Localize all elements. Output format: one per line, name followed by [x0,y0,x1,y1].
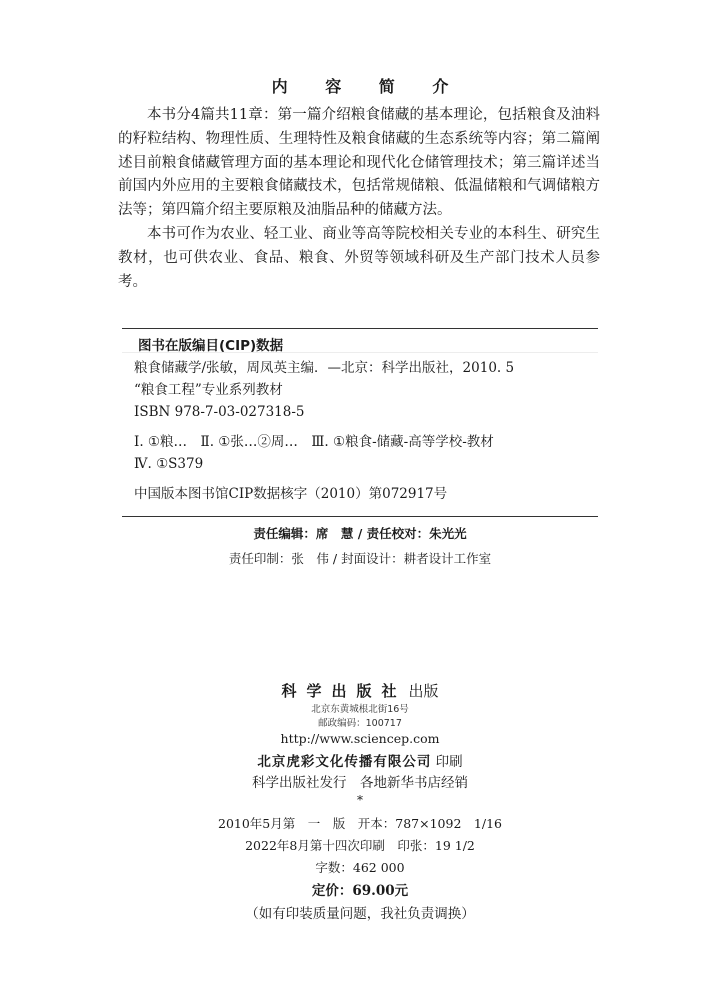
printing-line: 2022年8月第十四次印刷 印张：19 1/2 [245,838,475,853]
publisher-address: 北京东黄城根北街16号 [311,704,409,715]
cip-header: 图书在版编目(CIP)数据 [122,329,598,353]
cip-subject-line: Ⅰ. ①粮… Ⅱ. ①张…②周… Ⅲ. ①粮食-储藏-高等学校-教材 [134,434,494,450]
printer-suffix: 印刷 [435,754,463,770]
cip-body [122,353,598,505]
printer-line [0,750,720,770]
cip-series-line: “粮食工程”专业系列教材 [134,382,283,398]
word-count: 字数：462 000 [315,860,405,875]
intro-title: 内 容 简 介 [271,77,465,96]
publisher-name: 科学出版社 [281,682,407,700]
intro-paragraph-1: 本书分4篇共11章：第一篇介绍粮食储藏的基本理论，包括粮食及油料的籽粒结构、物理性质、生理特性及粮食储藏的生态系统等内容；第二篇阐述目前粮食储藏管理方面的基本理论和现代化仓储管理技术；第三篇详述当前国内外应用的主要粮食储藏技术，包括常规储粮、低温储粮和气调储粮方法等；第四篇介绍主要原粮及油脂品种的储藏方法。 [118,107,600,219]
distribution-line: 科学出版社发行 各地新华书店经销 [252,775,468,791]
publisher-suffix: 出版 [408,682,439,700]
cip-block [122,328,598,505]
publisher-postcode: 邮政编码：100717 [318,718,402,729]
publisher-url: http://www.sciencep.com [280,731,440,746]
production-credits: 责任印制：张 伟 / 封面设计：耕者设计工作室 [228,551,492,566]
intro-paragraph-2: 本书可作为农业、轻工业、商业等高等院校相关专业的本科生、研究生教材，也可供农业、食品、粮食、外贸等领域科研及生产部门技术人员参考。 [118,225,600,290]
cip-record-number: 中国版本图书馆CIP数据核字（2010）第072917号 [134,486,448,502]
edition-line: 2010年5月第 一 版 开本：787×1092 1/16 [218,816,502,831]
cip-bottom-rule [122,516,598,517]
cip-classification-line: Ⅳ. ①S379 [134,456,204,472]
editor-credits: 责任编辑：席 慧 / 责任校对：朱光光 [253,526,467,541]
separator-star: * [357,793,363,807]
publisher-line [0,680,720,701]
cip-isbn-line: ISBN 978-7-03-027318-5 [134,404,305,420]
intro-text [118,104,600,294]
printer-name: 北京虎彩文化传播有限公司 [257,754,432,770]
price: 定价：69.00元 [311,883,409,899]
quality-note: （如有印装质量问题，我社负责调换） [245,906,475,922]
cip-title-line: 粮食储藏学/张敏，周凤英主编．—北京：科学出版社，2010. 5 [134,360,515,376]
